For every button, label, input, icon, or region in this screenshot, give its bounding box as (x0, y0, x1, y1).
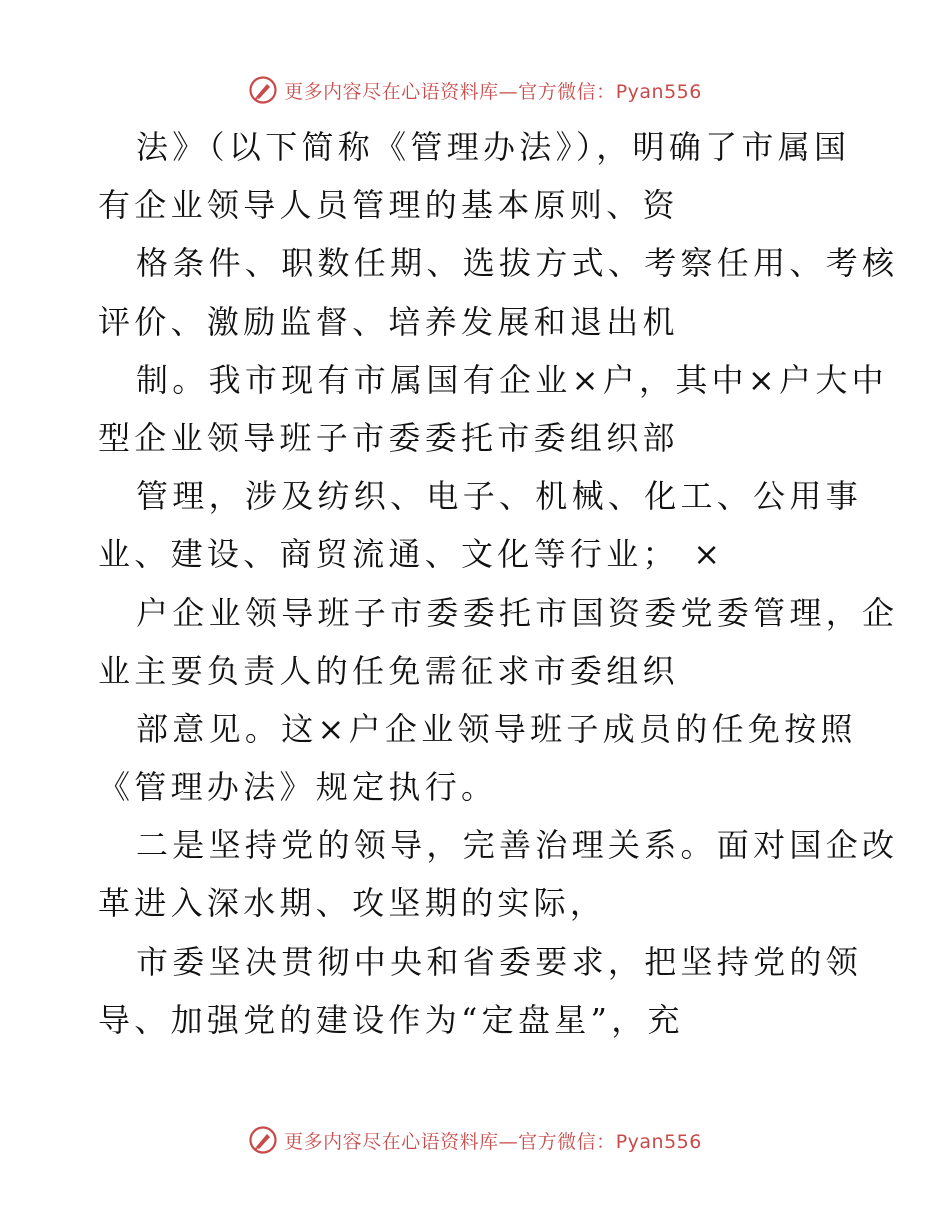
text-line: 制。我市现有市属国有企业×户，其中×户大中 (136, 360, 888, 399)
footer-banner (0, 1120, 950, 1160)
document-body (98, 118, 899, 1049)
text-line: 部意见。这×户企业领导班子成员的任免按照 (136, 709, 857, 748)
text-line: 业主要负责人的任免需征求市委组织 (98, 651, 679, 690)
header-banner-text: 更多内容尽在心语资料库—官方微信：Pyan556 (284, 80, 702, 103)
pen-logo-icon (248, 1125, 278, 1155)
text-line: 型企业领导班子市委委托市委组织部 (98, 418, 679, 457)
text-line: 导、加强党的建设作为“定盘星”，充 (98, 1000, 684, 1039)
text-line: 管理，涉及纺织、电子、机械、化工、公用事 (136, 477, 863, 516)
text-line: 格条件、职数任期、选拔方式、考察任用、考核 (136, 244, 899, 283)
pen-logo-icon (248, 75, 278, 105)
text-line: 业、建设、商贸流通、文化等行业； × (98, 535, 725, 574)
text-line: 有企业领导人员管理的基本原则、资 (98, 186, 679, 225)
footer-banner-text: 更多内容尽在心语资料库—官方微信：Pyan556 (284, 1130, 702, 1153)
text-line: 《管理办法》规定执行。 (98, 768, 498, 807)
text-line: 评价、激励监督、培养发展和退出机 (98, 302, 679, 341)
text-line: 法》（以下简称《管理办法》），明确了市属国 (136, 128, 851, 166)
text-line: 户企业领导班子市委委托市国资委党委管理，企 (136, 593, 899, 632)
header-banner (0, 70, 950, 110)
text-line: 革进入深水期、攻坚期的实际， (98, 884, 607, 923)
text-line: 二是坚持党的领导，完善治理关系。面对国企改 (136, 826, 899, 865)
text-line: 市委坚决贯彻中央和省委要求，把坚持党的领 (136, 942, 863, 981)
